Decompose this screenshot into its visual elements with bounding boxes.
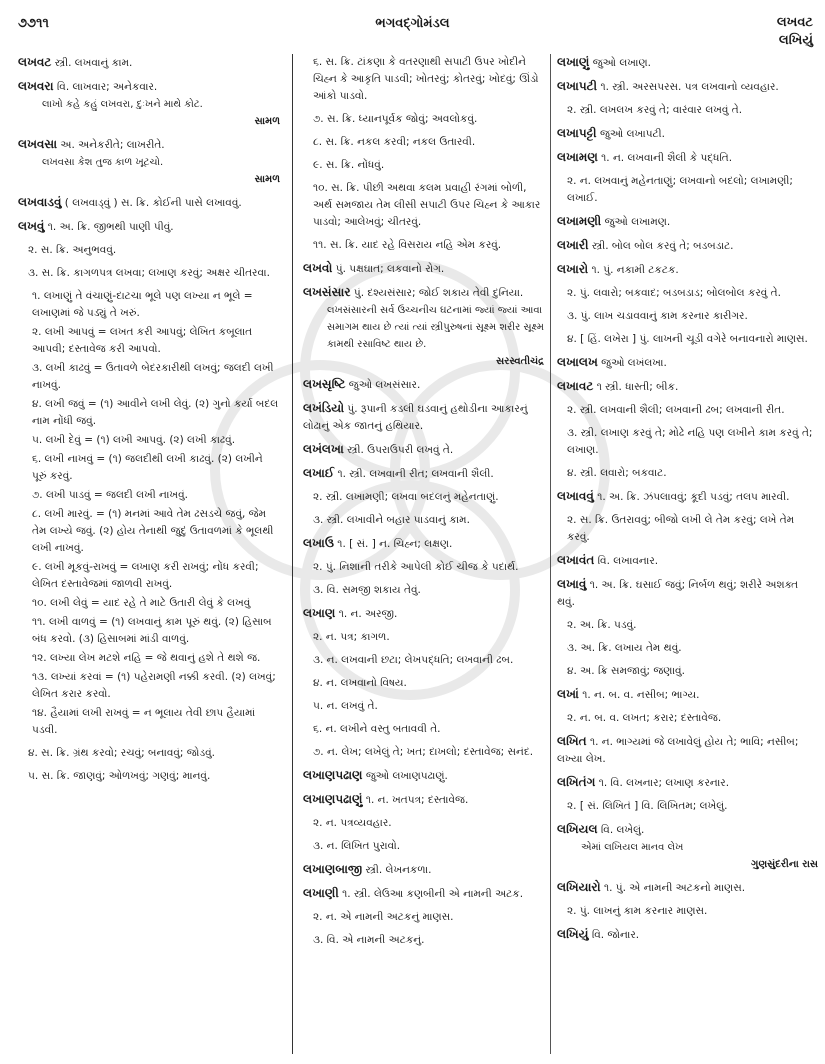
definition: ૧. પું. નકામી ટકટક. bbox=[591, 264, 679, 276]
sense-definition: ૨. સ. ક્રિ. ઉતરાવવું; બીજો લખી લે તેમ કરવું; લખે તેમ કરવું. bbox=[567, 514, 795, 543]
sense-line bbox=[303, 815, 544, 832]
dictionary-entry bbox=[557, 733, 818, 768]
sense-definition: ૨. ન. પત્ર; કાગળ. bbox=[313, 631, 390, 643]
sense-definition: ૧૦. સ. ક્રિ. પીછી અથવા કલમ પ્રવાહી રંગમાં બોળી, અર્થ સમજાય તેમ લીસી સપાટી ઉપર ચિહ્ન કે આકાર પાડવો; આલેખવું; ચીતરવું. bbox=[313, 182, 541, 228]
headword: લખાણબાજી bbox=[303, 862, 363, 876]
headword: લખિયું bbox=[557, 927, 589, 941]
headword: લખાવવું bbox=[557, 489, 594, 503]
dictionary-entry bbox=[557, 213, 818, 231]
guide-words bbox=[777, 14, 813, 50]
sense-definition: ૩. વિ. એ નામની અટકનું. bbox=[313, 934, 425, 946]
definition: જુઓ લખાણ. bbox=[592, 57, 651, 69]
headword: લખાણપઢાણ bbox=[303, 768, 363, 782]
column-3 bbox=[550, 54, 818, 1054]
idiom-item: ૧૪. હૈયામાં લખી રાખવું = ન ભૂલાય તેવી છાપ હૈયામાં પડવી. bbox=[32, 707, 256, 736]
quotation: લખસંસારની સર્વ ઉચ્ચનીચ ઘટનામાં જ્યાં જ્યાં આવા સમાગમ થાય છે ત્યાં ત્યાં સ્ત્રીપુરુષનાં સૂક્ષ્મ શરીર સૂક્ષ્મ કામથી રસાવિષ્ટ થાય છે. bbox=[327, 305, 544, 350]
idiom-item: ૨. લખી આપવું = લખત કરી આપવું; લેખિત કબૂલાત આપવી; દસ્તાવેજ કરી આપવો. bbox=[32, 326, 253, 355]
sense-line bbox=[303, 652, 544, 669]
idiom-item: ૬. લખી નાખવું = (૧) જલદીથી લખી કાઢવું. (૨) લખીને પૂરું કરવું. bbox=[32, 453, 263, 482]
definition: ૧. સ્ત્રી. લખવાની રીત; લખવાની શૈલી. bbox=[337, 468, 494, 480]
headword: લખામણ bbox=[557, 150, 598, 164]
sense-definition: ૩. વિ. સમજી શકાય તેવું. bbox=[313, 584, 421, 596]
sense-definition: ૩. ન. લિખિત પુરાવો. bbox=[313, 840, 401, 852]
dictionary-entry bbox=[303, 260, 544, 278]
definition: ૧. અ. ક્રિ. ઘસાઈ જવું; નિર્બળ થવું; શરીરે અશક્ત થવું. bbox=[557, 579, 799, 608]
sense-definition: ૨. સ્ત્રી. લખામણી; લખવા બદલનું મહેનતાણું. bbox=[313, 491, 499, 503]
headword: લખાઉ bbox=[303, 536, 334, 550]
definition: ૧. ન. અરજી. bbox=[338, 608, 398, 620]
dictionary-entry bbox=[303, 535, 544, 553]
dictionary-columns bbox=[0, 54, 825, 1054]
sense-line bbox=[303, 111, 544, 128]
definition: ૧. સ્ત્રી. લેઉઆ કણબીની એ નામની અટક. bbox=[342, 888, 524, 900]
sense-line bbox=[303, 512, 544, 529]
idiom-item: ૮. લખી મારવું. = (૧) મનમાં આવે તેમ ઢસડચે જવું, જેમ તેમ લખ્યે જવું. (૨) હોય તેનાથી જુદું ઉતાવળમાં કે ભૂલથી લખી નાખવું. bbox=[32, 508, 274, 554]
sense-definition: ૩. અ. ક્રિ. લખાય તેમ થવું. bbox=[567, 642, 682, 654]
sense-line bbox=[18, 242, 280, 259]
idiom-list bbox=[18, 288, 280, 739]
sense-definition: ૨. ન. લખવાનું મહેનતાણું; લખવાનો બદલો; લખામણી; લખાઈ. bbox=[567, 175, 793, 204]
sense-line bbox=[303, 909, 544, 926]
headword: લખાવટ bbox=[557, 379, 594, 393]
definition: પું. દશ્યસંસાર; જોઈ શકાય તેવી દુનિયા. bbox=[353, 287, 524, 299]
dictionary-entry bbox=[557, 879, 818, 897]
definition: જુઓ લખસંસાર. bbox=[348, 379, 421, 391]
idiom-item: ૭. લખી પાડવું = જલદી લખી નાખવું. bbox=[32, 489, 188, 501]
headword: લખાણપઢાણું bbox=[303, 792, 363, 806]
sense-definition: ૩. પું. લાખ ચડાવવાનું કામ કરનાર કારીગર. bbox=[567, 310, 748, 322]
headword: લખામણી bbox=[557, 214, 602, 228]
headword: લખારો bbox=[557, 262, 589, 276]
sense-line bbox=[557, 173, 818, 207]
sense-definition: ૧૧. સ. ક્રિ. યાદ રહે વિસરાય નહિ એમ કરવું. bbox=[313, 239, 502, 251]
sense-line bbox=[303, 180, 544, 231]
idiom-item: ૩. લખી કાઢવું = ઉતાવળે બેદરકારીથી લખવું; જલદી લખી નાખવું. bbox=[32, 362, 274, 391]
headword: લખારી bbox=[557, 238, 589, 252]
sense-line bbox=[303, 54, 544, 105]
sense-line bbox=[18, 768, 280, 785]
definition: ( લખવાડ્વું ) સ. ક્રિ. કોઈની પાસે લખાવવું. bbox=[64, 197, 242, 209]
page-header bbox=[0, 0, 825, 60]
quotation: એમાં લખિયલ માનવ લેખ bbox=[581, 842, 684, 853]
dictionary-entry bbox=[18, 194, 280, 212]
headword: લખાલખ bbox=[557, 355, 598, 369]
sense-line bbox=[303, 582, 544, 599]
dictionary-entry bbox=[303, 441, 544, 459]
sense-line bbox=[18, 745, 280, 762]
sense-line bbox=[557, 308, 818, 325]
dictionary-entry bbox=[557, 354, 818, 372]
headword: લખવટ bbox=[18, 55, 52, 69]
headword: લખાણી bbox=[303, 886, 339, 900]
dictionary-entry bbox=[303, 465, 544, 483]
headword: લખિયલ bbox=[557, 822, 598, 836]
headword: લખાવું bbox=[557, 577, 587, 591]
dictionary-entry bbox=[18, 218, 280, 236]
quotation-source: ગુણસુંદરીના રાસ bbox=[751, 859, 818, 870]
sense-definition: ૨. ન. એ નામની અટકનું માણસ. bbox=[313, 911, 454, 923]
sense-definition: ૨. પું. લવારો; બકવાદ; બડબડાડ; બોલબોલ કરવું તે. bbox=[567, 287, 781, 299]
quotation-source: સરસ્વતીચંદ્ર bbox=[496, 356, 544, 367]
idiom-item: ૧૨. લખ્યા લેખ મટશે નહિ = જે થવાનું હશે તે થશે જ. bbox=[32, 652, 261, 664]
definition: ૧. ન. બ. વ. નસીબ; ભાગ્ય. bbox=[582, 689, 700, 701]
dictionary-entry bbox=[557, 54, 818, 72]
definition: ૧. પું. એ નામની અટકનો માણસ. bbox=[603, 882, 746, 894]
headword: લખાવંત bbox=[557, 553, 595, 567]
dictionary-entry bbox=[557, 576, 818, 611]
sense-definition: ૩. સ. ક્રિ. કાગળપત્ર લખવા; લખાણ કરવું; અક્ષર ચીતરવા. bbox=[28, 267, 270, 279]
dictionary-entry bbox=[557, 378, 818, 396]
sense-line bbox=[557, 640, 818, 657]
dictionary-entry bbox=[303, 861, 544, 879]
sense-line bbox=[303, 698, 544, 715]
sense-definition: ૩. સ્ત્રી. લખાણ કરવું તે; મોઢે નહિ પણ લખીને કામ કરવું તે; લખાણ. bbox=[567, 427, 813, 456]
headword: લખવસા bbox=[18, 137, 58, 151]
idiom-item: ૪. લખી જવું = (૧) આવીને લખી લેવું. (૨) ગુનો કર્યા બદલ નામ નોંધી જવું. bbox=[32, 398, 279, 427]
sense-line bbox=[303, 675, 544, 692]
sense-line bbox=[303, 838, 544, 855]
quotation: લાખો કહે કહું લખવરા, દુઃખને માથે કોટ. bbox=[42, 99, 203, 110]
dictionary-entry bbox=[557, 78, 818, 96]
dictionary-entry bbox=[303, 284, 544, 370]
headword: લખિત bbox=[557, 734, 587, 748]
definition: ૧. ન. ભાગ્યમાં જે લખાવેલું હોય તે; ભાવિ; નસીબ; લખ્યા લેખ. bbox=[557, 736, 799, 765]
dictionary-entry bbox=[557, 149, 818, 167]
definition: જુઓ લખાણપઢાણું. bbox=[365, 770, 448, 782]
dictionary-entry bbox=[18, 136, 280, 188]
sense-definition: ૨. [ સં. લિખિતં ] વિ. લિખિતમ; લખેલું. bbox=[567, 800, 728, 812]
sense-definition: ૭. ન. લેખ; લખેલું તે; ખત; દાખલો; દસ્તાવેજ; સનંદ. bbox=[313, 746, 534, 758]
definition: પું. રૂપાની કડલી ઘડવાનું હથોડીના આકારનું લોઢાનું એક જાતનું હથિયાર. bbox=[303, 403, 528, 432]
sense-definition: ૨. ન. બ. વ. લખત; કરાર; દસ્તાવેજ. bbox=[567, 712, 722, 724]
sense-line bbox=[557, 663, 818, 680]
headword: લખિયારો bbox=[557, 880, 601, 894]
sense-line bbox=[303, 489, 544, 506]
book-title: ભગવદ્ગોમંડલ bbox=[375, 16, 450, 31]
definition: વિ. લખાવનાર. bbox=[597, 555, 659, 567]
sense-line bbox=[557, 425, 818, 459]
idiom-item: ૧૩. લખ્યાં કરવાં = (૧) પહેરામણી નક્કી કરવી. (૨) લખવું; લેખિત કરાર કરવો. bbox=[32, 671, 276, 700]
sense-definition: ૪. સ્ત્રી. લવારો; બકવાટ. bbox=[567, 467, 667, 479]
dictionary-entry bbox=[557, 774, 818, 792]
definition: વિ. લખેલું. bbox=[600, 824, 645, 836]
dictionary-entry bbox=[557, 261, 818, 279]
definition: વિ. લાખવાર; અનેકવાર. bbox=[56, 81, 158, 93]
definition: સ્ત્રી. બોલ બોલ કરવું તે; બડબડાટ. bbox=[591, 240, 734, 252]
definition: સ્ત્રી. ઉપરાઉપરી લખવું તે. bbox=[347, 444, 454, 456]
headword: લખવો bbox=[303, 261, 333, 275]
definition: ૧. [ સં. ] ન. ચિહ્ન; લક્ષણ. bbox=[337, 538, 453, 550]
dictionary-entry bbox=[303, 400, 544, 435]
dictionary-entry bbox=[303, 376, 544, 394]
dictionary-entry bbox=[557, 125, 818, 143]
headword: લખંડિયો bbox=[303, 401, 345, 415]
idiom-item: ૫. લખી દેવું = (૧) લખી આપવું. (૨) લખી કાઢવું. bbox=[32, 434, 236, 446]
definition: જુઓ લખંલખા. bbox=[601, 357, 667, 369]
dictionary-entry bbox=[18, 78, 280, 130]
definition: સ્ત્રી. લખવાનું કામ. bbox=[54, 57, 133, 69]
headword: લખંલખા bbox=[303, 442, 344, 456]
sense-definition: ૨. ન. પત્રવ્યવહાર. bbox=[313, 817, 392, 829]
sense-definition: ૩. સ્ત્રી. લખાવીને બહાર પાડવાનું કામ. bbox=[313, 514, 470, 526]
sense-line bbox=[557, 710, 818, 727]
sense-line bbox=[557, 402, 818, 419]
definition: જુઓ લખાપટી. bbox=[599, 128, 665, 140]
definition: જુઓ લખામણ. bbox=[604, 216, 671, 228]
headword: લખાં bbox=[557, 687, 579, 701]
sense-definition: ૨. અ. ક્રિ. પડવું. bbox=[567, 619, 637, 631]
definition: ૧. અ. ક્રિ. જીભથી પાણી પીવું. bbox=[47, 221, 174, 233]
column-2 bbox=[292, 54, 544, 1054]
headword: લખાણ bbox=[303, 606, 336, 620]
definition: વિ. જોનાર. bbox=[591, 929, 640, 941]
headword: લખાપટ્ટી bbox=[557, 126, 597, 140]
quotation: લખવસા કેશ તુજ કાળ ખૂટચો. bbox=[42, 157, 164, 168]
dictionary-entry bbox=[557, 686, 818, 704]
column-1 bbox=[18, 54, 280, 1054]
headword: લખાણું bbox=[557, 55, 590, 69]
headword: લખવરા bbox=[18, 79, 54, 93]
sense-line bbox=[557, 617, 818, 634]
sense-line bbox=[303, 134, 544, 151]
sense-line bbox=[557, 285, 818, 302]
headword: લખવાડવું bbox=[18, 195, 62, 209]
quotation-source: સામળ bbox=[254, 174, 280, 185]
dictionary-entry bbox=[557, 926, 818, 944]
definition: ૧. ન. ખતપત્ર; દસ્તાવેજ. bbox=[365, 794, 469, 806]
sense-definition: ૯. સ. ક્રિ. નોંધવું. bbox=[313, 159, 385, 171]
sense-definition: ૪. સ. ક્રિ. ગ્રંથ કરવો; રચવું; બનાવવું; જોડવું. bbox=[28, 747, 215, 759]
sense-line bbox=[303, 559, 544, 576]
sense-definition: ૨. સ. ક્રિ. અનુભવવું. bbox=[28, 244, 117, 256]
sense-definition: ૬. સ. ક્રિ. ટાંકણા કે વતરણાથી સપાટી ઉપર ખોદીને ચિહ્ન કે આકૃતિ પાડવી; ખોતરવું; કોતરવું; ખોદવું; ઊંડો આંકો પાડવો. bbox=[313, 56, 539, 102]
definition: સ્ત્રી. લેખનકળા. bbox=[365, 864, 432, 876]
sense-line bbox=[303, 629, 544, 646]
dictionary-entry bbox=[557, 488, 818, 506]
guide-word-last: લખિયું bbox=[778, 33, 813, 48]
sense-definition: ૮. સ. ક્રિ. નકલ કરવી; નકલ ઉતારવી. bbox=[313, 136, 476, 148]
idiom-item: ૧૦. લખી લેવું = યાદ રહે તે માટે ઉતારી લેવું કે લખવું bbox=[32, 597, 251, 609]
dictionary-entry bbox=[557, 552, 818, 570]
definition: ૧. અ. ક્રિ. ઝંપલાવવું; કૂદી પડવું; તલપ મારવી. bbox=[597, 491, 790, 503]
headword: લખાપટી bbox=[557, 79, 598, 93]
sense-definition: ૨. સ્ત્રી. લખવાની શૈલી; લખવાની ઢબ; લખવાની રીત. bbox=[567, 404, 785, 416]
definition: ૧. વિ. લખનાર; લખાણ કરનાર. bbox=[598, 777, 730, 789]
headword: લખિતંગ bbox=[557, 775, 596, 789]
definition: અ. અનેકરીતે; લાખરીતે. bbox=[60, 139, 165, 151]
dictionary-entry bbox=[303, 885, 544, 903]
definition: પું. પક્ષઘાત; લકવાનો રોગ. bbox=[335, 263, 445, 275]
sense-line bbox=[303, 237, 544, 254]
dictionary-entry bbox=[303, 791, 544, 809]
sense-definition: ૪. અ. ક્રિ સમજાવું; જણાવું. bbox=[567, 665, 685, 677]
sense-line bbox=[303, 157, 544, 174]
sense-line bbox=[557, 331, 818, 348]
idiom-item: ૧. લખાણું તે વંચાણું-દાટચા ભૂલે પણ લખ્યા ન ભૂલે = લખાણમાં જે પડ્યું તે ખરું. bbox=[32, 290, 253, 319]
sense-definition: ૫. ન. લખવું તે. bbox=[313, 700, 378, 712]
sense-line bbox=[557, 903, 818, 920]
sense-definition: ૨. પું. નિશાની તરીકે આપેલી કોઈ ચીજ કે પદાર્થ. bbox=[313, 561, 519, 573]
sense-definition: ૭. સ. ક્રિ. ધ્યાનપૂર્વક જોવું; અવલોકવું. bbox=[313, 113, 478, 125]
sense-line bbox=[557, 512, 818, 546]
dictionary-entry bbox=[303, 605, 544, 623]
sense-definition: ૨. સ્ત્રી. લખલખ કરવું તે; વારંવાર લખવું તે. bbox=[567, 104, 743, 116]
headword: લખસૃષ્ટિ bbox=[303, 377, 346, 391]
headword: લખાઈ bbox=[303, 466, 335, 480]
dictionary-entry bbox=[18, 54, 280, 72]
definition: ૧. સ્ત્રી. અરસપરસ. પત્ર લખવાનો વ્યવહાર. bbox=[600, 81, 779, 93]
sense-definition: ૪. ન. લખવાનો વિષય. bbox=[313, 677, 407, 689]
sense-line bbox=[303, 744, 544, 761]
headword: લખસંસાર bbox=[303, 285, 351, 299]
definition: ૧ સ્ત્રી. ધાસ્તી; બીક. bbox=[596, 381, 679, 393]
sense-definition: ૪. [ હિં. લખેરા ] પું. લાખની ચૂડી વગેરે બનાવનારો માણસ. bbox=[567, 333, 808, 345]
sense-definition: ૬. ન. લખીને વસ્તુ બતાવવી તે. bbox=[313, 723, 441, 735]
sense-definition: ૨. પું. લાખનું કામ કરનાર માણસ. bbox=[567, 905, 708, 917]
guide-word-first: લખવટ bbox=[776, 15, 813, 30]
sense-definition: ૩. ન. લખવાની છટા; લેખપદ્ધતિ; લખવાની ઢબ. bbox=[313, 654, 514, 666]
dictionary-entry bbox=[303, 767, 544, 785]
definition: ૧. ન. લખવાની શૈલી કે પદ્ધતિ. bbox=[601, 152, 733, 164]
sense-line bbox=[557, 798, 818, 815]
sense-line bbox=[557, 102, 818, 119]
dictionary-entry bbox=[557, 821, 818, 873]
sense-definition: ૫. સ. ક્રિ. જાણવું; ઓળખવું; ગણવું; માનવું. bbox=[28, 770, 211, 782]
dictionary-entry bbox=[557, 237, 818, 255]
headword: લખવું bbox=[18, 219, 45, 233]
idiom-item: ૯. લખી મૂકવું-રાખવું = લખાણ કરી રાખવું; નોંધ કરવી; લેખિત દસ્તાવેજમાં જાળવી રાખવું. bbox=[32, 561, 259, 590]
page-number: ૭૭૧૧ bbox=[18, 16, 49, 31]
sense-line bbox=[18, 265, 280, 282]
sense-line bbox=[557, 465, 818, 482]
sense-line bbox=[303, 932, 544, 949]
idiom-item: ૧૧. લખી વાળવું = (૧) લખવાનું કામ પૂરું થવું. (૨) હિસાબ બંધ કરવો. (૩) હિસાબમાં માંડી વાળવું. bbox=[32, 616, 272, 645]
sense-line bbox=[303, 721, 544, 738]
quotation-source: સામળ bbox=[254, 116, 280, 127]
